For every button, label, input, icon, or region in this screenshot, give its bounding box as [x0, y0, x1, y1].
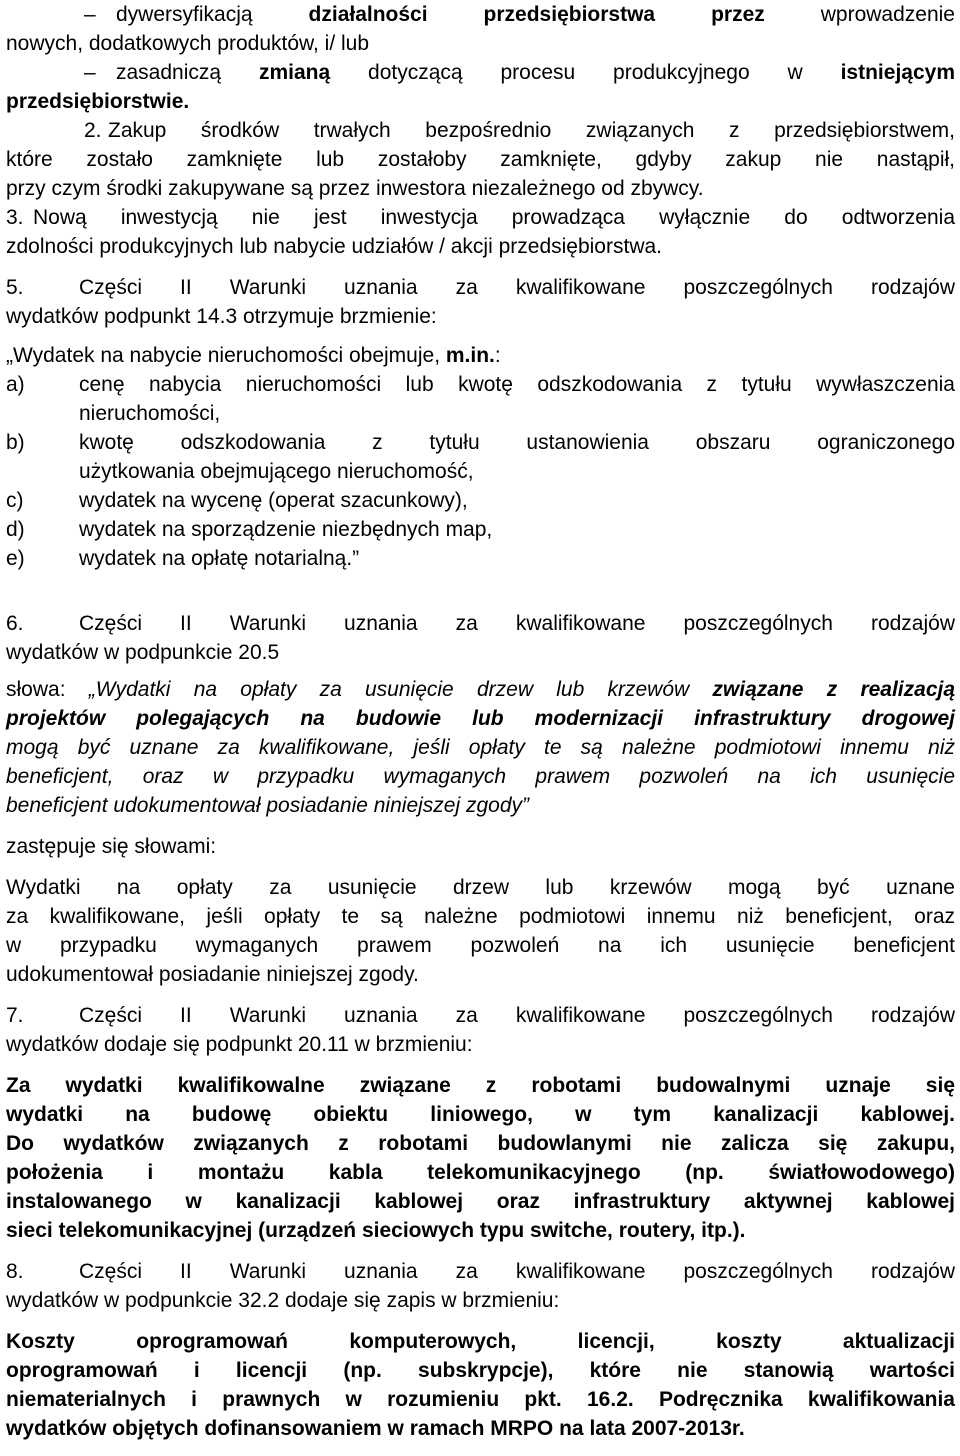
bold-text-line: położenia i montażu kabla telekomunikacyjnego (np. światłowodowego) [6, 1161, 955, 1184]
new-text-line: w przypadku wymaganych prawem pozwoleń na ich usunięcie beneficjent [6, 934, 955, 957]
list-item: e) wydatek na opłatę notarialną.” [6, 544, 955, 573]
text-line: które zostało zamknięte lub zostałoby zamknięte, gdyby zakup nie nastąpił, [6, 148, 955, 171]
text-line: przy czym środki zakupywane są przez inwestora niezależnego od zbywcy. [6, 177, 704, 200]
section-5 [6, 273, 955, 573]
bold-text-line: Za wydatki kwalifikowalne związane z robotami budowalnymi uznaje się [6, 1074, 955, 1097]
section-heading-cont: wydatków w podpunkcie 20.5 [6, 641, 280, 664]
list-item: d) wydatek na sporządzenie niezbędnych map, [6, 515, 955, 544]
list-marker: b) [6, 431, 25, 454]
section-heading: Części II Warunki uznania za kwalifikowane poszczególnych rodzajów [79, 1260, 955, 1283]
old-text-line: słowa: „Wydatki na opłaty za usunięcie drzew lub krzewów związane z realizacją [6, 678, 956, 701]
section-number: 7. [6, 1004, 24, 1027]
section-number: 8. [6, 1260, 24, 1283]
list-marker: e) [6, 547, 25, 570]
section-heading-cont: wydatków dodaje się podpunkt 20.11 w brzmieniu: [6, 1033, 473, 1056]
list-item: b) kwotę odszkodowania z tytułu ustanowienia obszaru ograniczonego użytkowania obejmującego nieruchomość, [6, 428, 955, 486]
quote-intro: „Wydatek na nabycie nieruchomości obejmuje, m.in.: [6, 344, 501, 367]
old-text-line: beneficjent, oraz w przypadku wymaganych prawem pozwoleń na ich usunięcie [6, 765, 955, 788]
text-span: dywersyfikacją [116, 3, 309, 26]
dash-list [6, 0, 955, 116]
dash-marker: – [84, 61, 96, 84]
text-line: przedsiębiorstwie. [6, 90, 190, 113]
bold-text-line: niematerialnych i prawnych w rozumieniu pkt. 16.2. Podręcznika kwalifikowania [6, 1388, 955, 1411]
section-7 [6, 1001, 955, 1245]
old-text-line: projektów polegających na budowie lub modernizacji infrastruktury drogowej [6, 707, 955, 730]
bold-text-line: sieci telekomunikacyjnej (urządzeń sieciowych typu switche, routery, itp.). [6, 1219, 746, 1242]
dash-item [6, 58, 955, 87]
bold-text-line: wydatki na budowę obiektu liniowego, w tym kanalizacji kablowej. [6, 1103, 955, 1126]
point-2 [6, 116, 955, 203]
text-span: zasadniczą [116, 61, 259, 84]
list-marker: d) [6, 518, 25, 541]
text-line: zdolności produkcyjnych lub nabycie udziałów / akcji przedsiębiorstwa. [6, 235, 662, 258]
new-text-line: za kwalifikowane, jeśli opłaty te są należne podmiotowi innemu niż beneficjent, oraz [6, 905, 955, 928]
bold-text-line: wydatków objętych dofinansowaniem w ramach MRPO na lata 2007-2013r. [6, 1417, 745, 1440]
text-span: wprowadzenie [764, 3, 955, 26]
section-6 [6, 609, 955, 989]
dash-item [6, 0, 955, 29]
section-heading: Części II Warunki uznania za kwalifikowane poszczególnych rodzajów [79, 612, 955, 635]
list-marker: c) [6, 489, 24, 512]
bold-text-line: instalowanego w kanalizacji kablowej oraz infrastruktury aktywnej kablowej [6, 1190, 955, 1213]
text-span: dotyczącą procesu produkcyjnego w [330, 61, 841, 84]
bold-span: istniejącym [840, 61, 955, 84]
section-number: 6. [6, 612, 24, 635]
section-8 [6, 1257, 955, 1443]
text-line: Zakup środków trwałych bezpośrednio związanych z przedsiębiorstwem, [108, 119, 955, 142]
point-3 [6, 203, 955, 261]
bold-text-line: Koszty oprogramowań komputerowych, licencji, koszty aktualizacji [6, 1330, 955, 1353]
replace-label: zastępuje się słowami: [6, 835, 217, 858]
section-heading: Części II Warunki uznania za kwalifikowane poszczególnych rodzajów [79, 1004, 955, 1027]
point-number: 3. [6, 206, 24, 229]
new-text-line: Wydatki na opłaty za usunięcie drzew lub krzewów mogą być uznane [6, 876, 955, 899]
list-item: a) cenę nabycia nieruchomości lub kwotę odszkodowania z tytułu wywłaszczenia nieruchomości, [6, 370, 955, 428]
dash-marker: – [84, 3, 96, 26]
bold-span: działalności przedsiębiorstwa przez [308, 3, 765, 26]
new-text-line: udokumentował posiadanie niniejszej zgody. [6, 963, 419, 986]
old-text-line: beneficjent udokumentował posiadanie niniejszej zgody” [6, 794, 530, 817]
text-line: Nową inwestycją nie jest inwestycja prowadząca wyłącznie do odtworzenia [33, 206, 955, 229]
bold-text-line: oprogramowań i licencji (np. subskrypcje), które nie stanowią wartości [6, 1359, 955, 1382]
text-line: nowych, dodatkowych produktów, i/ lub [6, 32, 370, 55]
section-number: 5. [6, 276, 24, 299]
section-heading-cont: wydatków w podpunkcie 32.2 dodaje się zapis w brzmieniu: [6, 1289, 560, 1312]
old-text-line: mogą być uznane za kwalifikowane, jeśli opłaty te są należne podmiotowi innemu niż [6, 736, 955, 759]
list-marker: a) [6, 373, 25, 396]
section-heading: Części II Warunki uznania za kwalifikowane poszczególnych rodzajów [79, 276, 955, 299]
bold-span: zmianą [258, 61, 331, 84]
bold-text-line: Do wydatków związanych z robotami budowlanymi nie zalicza się zakupu, [6, 1132, 955, 1155]
point-number: 2. [84, 119, 102, 142]
section-heading-cont: wydatków podpunkt 14.3 otrzymuje brzmienie: [6, 305, 437, 328]
list-item: c) wydatek na wycenę (operat szacunkowy), [6, 486, 955, 515]
